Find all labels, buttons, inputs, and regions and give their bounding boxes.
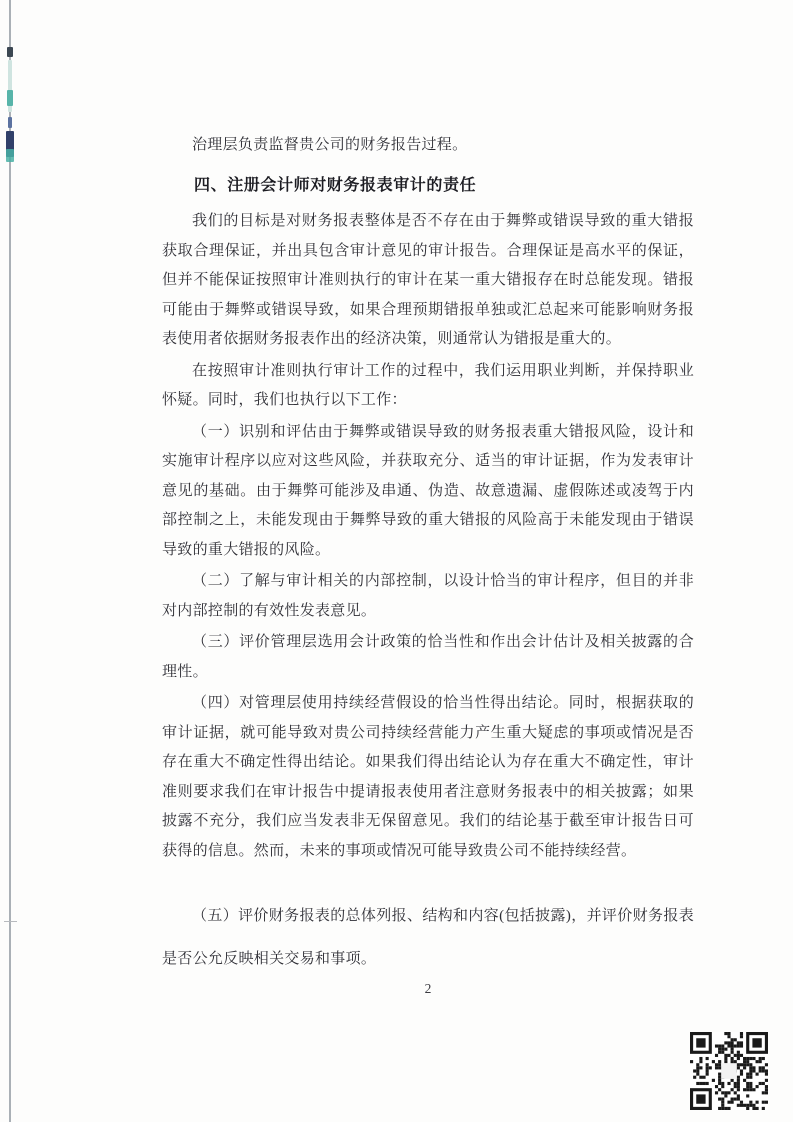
- qr-code-pattern: [690, 1032, 768, 1110]
- scan-edge-artifact: [7, 47, 13, 57]
- list-item-4-going-concern: （四）对管理层使用持续经营假设的恰当性得出结论。同时，根据获取的审计证据，就可能导致对贵公司持续经营能力产生重大疑虑的事项或情况是否存在重大不确定性得出结论。如果我们得出结论认为存在重大不确定性，审计准则要求我们在审计报告中提请报表使用者注意财务报表中的相关披露；如果披露不充分，我们应当发表非无保留意见。我们的结论基于截至审计报告日可获得的信息。然而，未来的事项或情况可能导致贵公司不能持续经营。: [162, 695, 694, 859]
- scan-edge-artifact: [7, 90, 13, 106]
- scan-edge-artifact: [6, 149, 14, 162]
- list-item-2-internal-control: （二）了解与审计相关的内部控制，以设计恰当的审计程序，但目的并非对内部控制的有效性发表意见。: [162, 573, 694, 619]
- qr-code: [690, 1032, 768, 1110]
- paragraph-governance-oversight: 治理层负责监督贵公司的财务报告过程。: [192, 137, 468, 153]
- scan-edge-artifact: [8, 117, 12, 128]
- page-number: 2: [424, 981, 432, 996]
- list-item-5-presentation: （五）评价财务报表的总体列报、结构和内容(包括披露)，并评价财务报表是否公允反映相关交易和事项。: [162, 908, 694, 967]
- list-item-1-risk-assessment: （一）识别和评估由于舞弊或错误导致的财务报表重大错报风险，设计和实施审计程序以应对这些风险，并获取充分、适当的审计证据，作为发表审计意见的基础。由于舞弊可能涉及串通、伪造、故意遗漏、虚假陈述或凌驾于内部控制之上，未能发现由于舞弊导致的重大错报的风险高于未能发现由于错误导致的重大错报的风险。: [162, 423, 694, 558]
- section-heading-auditor-responsibility: 四、注册会计师对财务报表审计的责任: [194, 176, 477, 194]
- paragraph-professional-judgment: 在按照审计准则执行审计工作的过程中，我们运用职业判断，并保持职业怀疑。同时，我们也执行以下工作：: [162, 362, 694, 408]
- paragraph-audit-objective: 我们的目标是对财务报表整体是否不存在由于舞弊或错误导致的重大错报获取合理保证，并出具包含审计意见的审计报告。合理保证是高水平的保证，但并不能保证按照审计准则执行的审计在某一重大错报存在时总能发现。错报可能由于舞弊或错误导致，如果合理预期错报单独或汇总起来可能影响财务报表使用者依据财务报表作出的经济决策，则通常认为错报是重大的。: [162, 213, 694, 347]
- document-body: [162, 129, 694, 981]
- scan-edge-tick: [4, 921, 17, 922]
- list-item-3-accounting-policies: （三）评价管理层选用会计政策的恰当性和作出会计估计及相关披露的合理性。: [162, 634, 694, 680]
- scan-edge-line: [9, 0, 11, 1122]
